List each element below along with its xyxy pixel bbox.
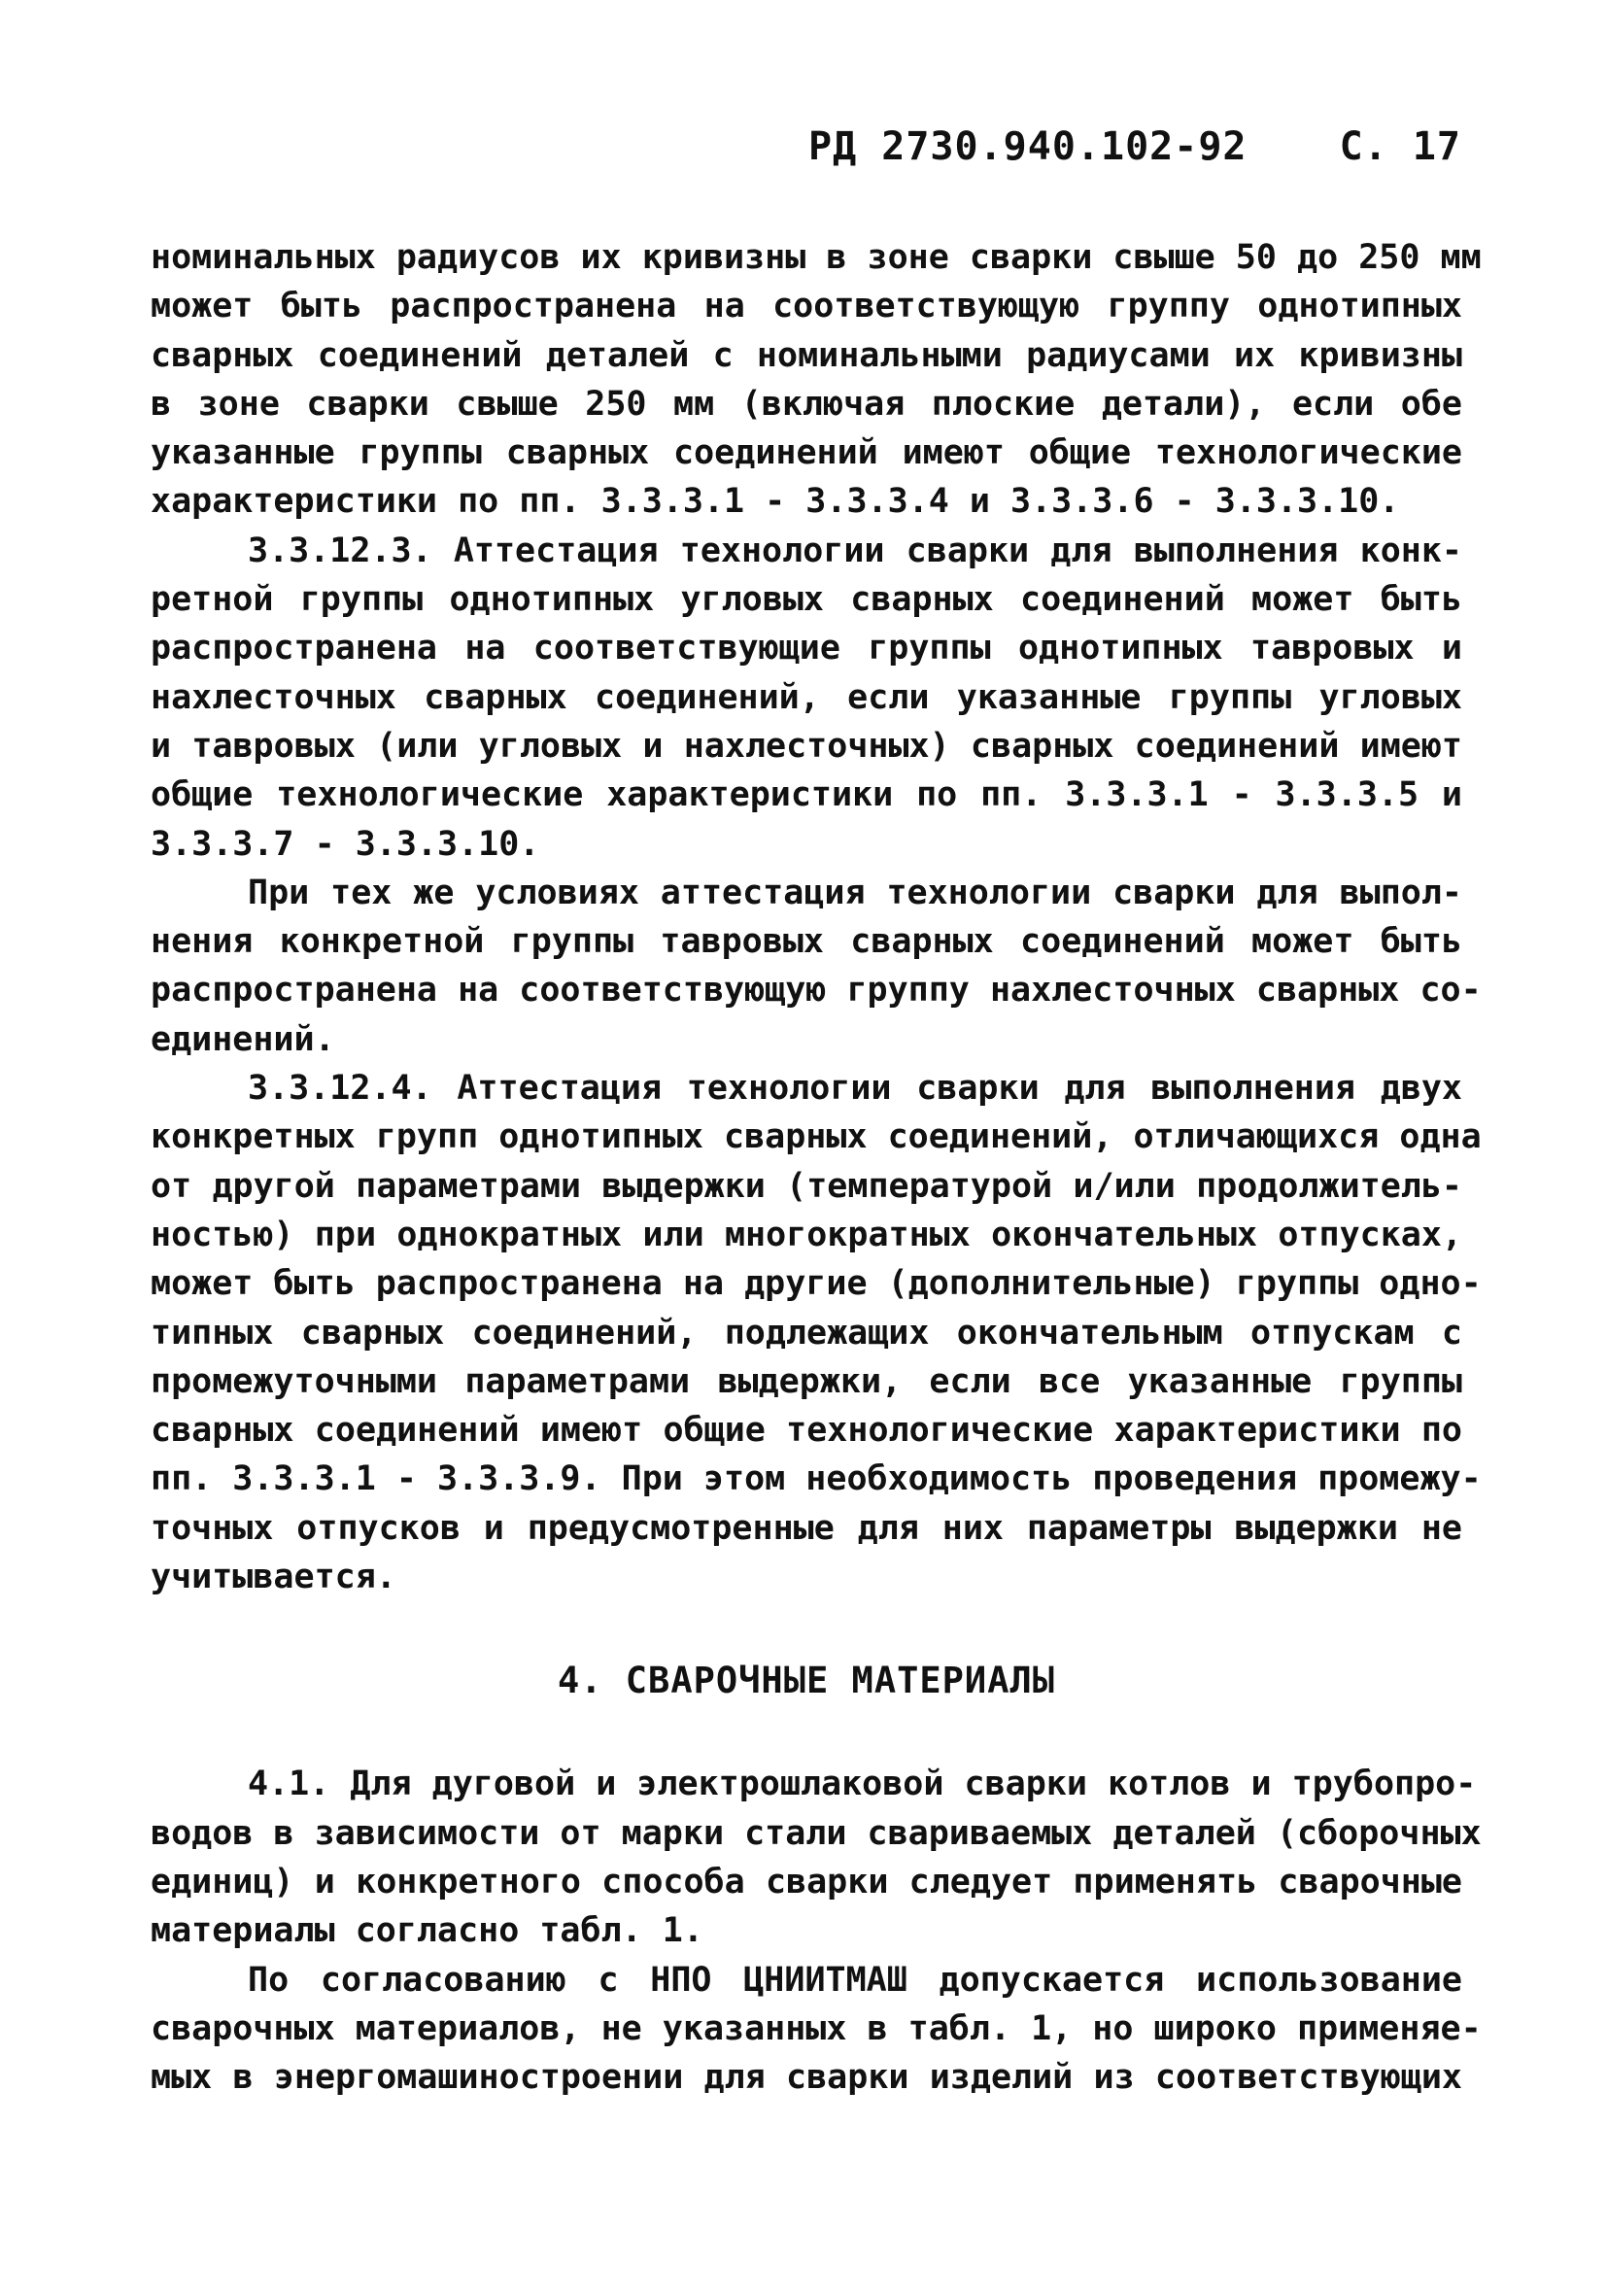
text-line: 4.1. Для дуговой и электрошлаковой сварки котлов и трубопро- bbox=[248, 1765, 1477, 1804]
text-line: от другой параметрами выдержки (температурой и/или продолжитель- bbox=[151, 1166, 1462, 1206]
paragraph-agreement bbox=[151, 1956, 1482, 2103]
text-line: ретной группы однотипных угловых сварных соединений может быть bbox=[151, 580, 1462, 620]
text-line: может быть распространена на другие (дополнительные) группы одно- bbox=[151, 1264, 1482, 1304]
document-code: РД 2730.940.102-92 bbox=[808, 124, 1248, 169]
text-line: номинальных радиусов их кривизны в зоне сварки свыше 50 до 250 мм bbox=[151, 238, 1482, 277]
text-line: 3.3.3.7 - 3.3.3.10. bbox=[151, 824, 540, 864]
paragraph-same-conditions bbox=[151, 869, 1482, 1064]
paragraph-4-1 bbox=[151, 1760, 1482, 1955]
text-line: При тех же условиях аттестация технологии сварки для выпол- bbox=[248, 873, 1462, 912]
text-line: типных сварных соединений, подлежащих окончательным отпускам с bbox=[151, 1313, 1462, 1353]
text-line: распространена на соответствующую группу нахлесточных сварных со- bbox=[151, 971, 1482, 1011]
text-line: конкретных групп однотипных сварных соединений, отличающихся одна bbox=[151, 1117, 1482, 1157]
text-line: пп. 3.3.3.1 - 3.3.3.9. При этом необходимость проведения промежу- bbox=[151, 1459, 1482, 1499]
paragraph-continuation bbox=[151, 233, 1482, 527]
text-line: материалы согласно табл. 1. bbox=[151, 1911, 703, 1951]
text-line: По согласованию с НПО ЦНИИТМАШ допускается использование bbox=[248, 1960, 1462, 2000]
text-line: нения конкретной группы тавровых сварных соединений может быть bbox=[151, 922, 1462, 962]
text-line: единений. bbox=[151, 1019, 335, 1059]
text-line: учитывается. bbox=[151, 1558, 396, 1597]
text-line: распространена на соответствующие группы однотипных тавровых и bbox=[151, 629, 1462, 668]
text-line: и тавровых (или угловых и нахлесточных) сварных соединений имеют bbox=[151, 726, 1462, 766]
text-line: характеристики по пп. 3.3.3.1 - 3.3.3.4 и 3.3.3.6 - 3.3.3.10. bbox=[151, 482, 1400, 522]
text-line: в зоне сварки свыше 250 мм (включая плоские детали), если обе bbox=[151, 384, 1462, 424]
page-header bbox=[808, 124, 1461, 169]
text-line: общие технологические характеристики по пп. 3.3.3.1 - 3.3.3.5 и bbox=[151, 775, 1462, 815]
text-line: 3.3.12.3. Аттестация технологии сварки для выполнения конк- bbox=[248, 531, 1462, 570]
paragraph-3-3-12-4 bbox=[151, 1064, 1482, 1601]
text-line: может быть распространена на соответствующую группу однотипных bbox=[151, 287, 1462, 326]
text-line: указанные группы сварных соединений имеют общие технологические bbox=[151, 433, 1462, 473]
text-line: промежуточными параметрами выдержки, если все указанные группы bbox=[151, 1361, 1462, 1401]
text-line: единиц) и конкретного способа сварки следует применять сварочные bbox=[151, 1862, 1462, 1902]
page-number: С. 17 bbox=[1339, 124, 1461, 169]
text-line: точных отпусков и предусмотренные для них параметры выдержки не bbox=[151, 1508, 1462, 1548]
text-line: 3.3.12.4. Аттестация технологии сварки для выполнения двух bbox=[248, 1069, 1462, 1109]
text-line: сварных соединений имеют общие технологические характеристики по bbox=[151, 1411, 1462, 1451]
text-line: водов в зависимости от марки стали свариваемых деталей (сборочных bbox=[151, 1813, 1482, 1853]
text-line: нахлесточных сварных соединений, если указанные группы угловых bbox=[151, 677, 1462, 717]
text-line: мых в энергомашиностроении для сварки изделий из соответствующих bbox=[151, 2058, 1462, 2098]
text-line: ностью) при однократных или многократных окончательных отпусках, bbox=[151, 1215, 1462, 1254]
section-heading: 4. СВАРОЧНЫЕ МАТЕРИАЛЫ bbox=[557, 1660, 1056, 1702]
document-body bbox=[151, 233, 1482, 2102]
text-line: сварных соединений деталей с номинальными радиусами их кривизны bbox=[151, 335, 1462, 375]
text-line: сварочных материалов, не указанных в табл. 1, но широко применяе- bbox=[151, 2008, 1482, 2048]
paragraph-3-3-12-3 bbox=[151, 527, 1462, 869]
